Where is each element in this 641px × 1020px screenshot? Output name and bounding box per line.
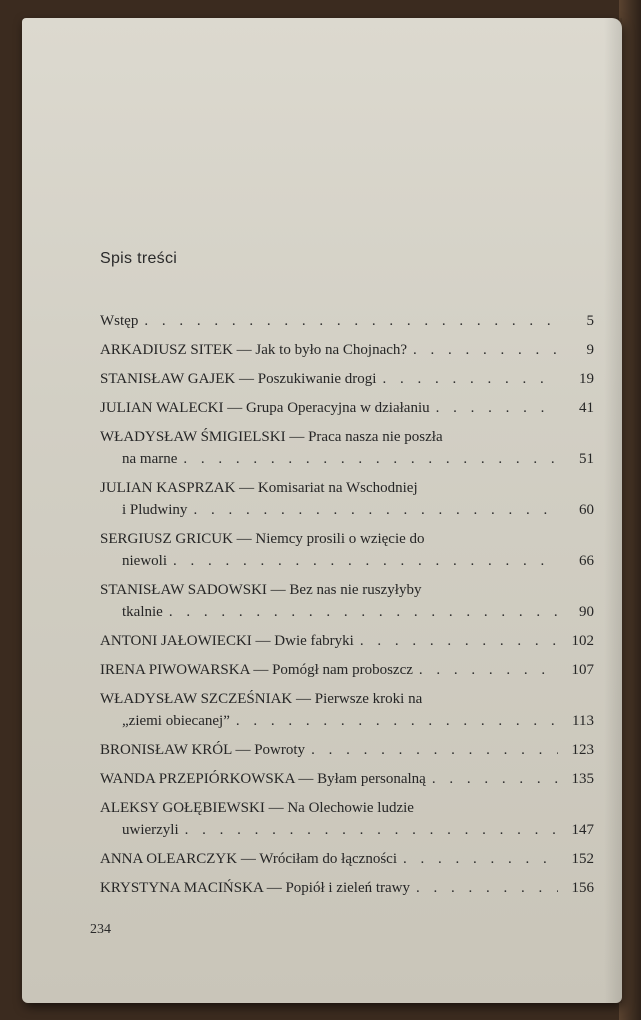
toc-entry-line [100, 819, 594, 841]
dot-leader [185, 819, 558, 841]
toc-entry-page: 60 [579, 502, 594, 518]
toc-entry-line [100, 339, 594, 361]
book-page [22, 18, 622, 1003]
table-of-contents [100, 310, 594, 906]
toc-entry-title: ANTONI JAŁOWIECKI — Dwie fabryki [100, 633, 354, 649]
toc-entry-line [100, 688, 594, 710]
toc-entry-line [100, 877, 594, 899]
dot-leader [193, 499, 558, 521]
toc-entry-title: Wstęp [100, 313, 139, 329]
toc-entry-line [100, 528, 594, 550]
toc-entry [100, 630, 594, 652]
toc-entry-title: KRYSTYNA MACIŃSKA — Popiół i zieleń trawy [100, 880, 411, 896]
toc-entry-line [100, 499, 594, 521]
toc-entry-title-continued: niewoli [122, 553, 167, 569]
toc-entry-title: ALEKSY GOŁĘBIEWSKI — Na Olechowie ludzie [100, 800, 414, 816]
toc-entry [100, 848, 594, 870]
toc-entry-title: IRENA PIWOWARSKA — Pomógł nam proboszcz [100, 662, 413, 678]
dot-leader [311, 739, 558, 761]
dot-leader [416, 877, 558, 899]
toc-entry-line [100, 797, 594, 819]
toc-entry-page: 113 [572, 713, 594, 729]
toc-entry-page: 41 [579, 400, 594, 416]
toc-entry-title: WANDA PRZEPIÓRKOWSKA — Byłam personalną [100, 771, 426, 787]
dot-leader [173, 550, 558, 572]
toc-entry-page: 147 [571, 822, 594, 838]
toc-entry-line [100, 768, 594, 790]
toc-entry [100, 528, 594, 572]
toc-entry-line [100, 739, 594, 761]
toc-entry [100, 339, 594, 361]
toc-entry [100, 877, 594, 899]
toc-entry [100, 397, 594, 419]
page-number: 234 [90, 922, 111, 937]
dot-leader [169, 601, 558, 623]
toc-entry-line [100, 601, 594, 623]
toc-entry [100, 426, 594, 470]
toc-entry-title: ANNA OLEARCZYK — Wróciłam do łączności [100, 851, 397, 867]
toc-entry-title-continued: tkalnie [122, 604, 163, 620]
toc-entry-title: SERGIUSZ GRICUK — Niemcy prosili o wzięcie do [100, 531, 425, 547]
toc-entry-line [100, 397, 594, 419]
desk-background [619, 0, 641, 1020]
toc-entry-title: WŁADYSŁAW ŚMIGIELSKI — Praca nasza nie poszła [100, 429, 443, 445]
toc-entry-line [100, 310, 594, 332]
toc-entry-line [100, 550, 594, 572]
toc-entry [100, 739, 594, 761]
toc-entry-line [100, 848, 594, 870]
toc-entry [100, 368, 594, 390]
toc-entry-title: STANISŁAW GAJEK — Poszukiwanie drogi [100, 371, 377, 387]
toc-entry-page: 90 [579, 604, 594, 620]
toc-entry-page: 9 [586, 342, 594, 358]
toc-entry-page: 135 [571, 771, 594, 787]
dot-leader [144, 310, 558, 332]
toc-entry-page: 156 [571, 880, 594, 896]
toc-entry-title: JULIAN KASPRZAK — Komisariat na Wschodniej [100, 480, 418, 496]
toc-entry [100, 579, 594, 623]
toc-entry [100, 659, 594, 681]
toc-entry-line [100, 710, 594, 732]
toc-entry-line [100, 426, 594, 448]
dot-leader [436, 397, 558, 419]
toc-entry-page: 19 [579, 371, 594, 387]
toc-entry-title: WŁADYSŁAW SZCZEŚNIAK — Pierwsze kroki na [100, 691, 423, 707]
toc-entry-title: ARKADIUSZ SITEK — Jak to było na Chojnach? [100, 342, 408, 358]
toc-entry-title-continued: i Pludwiny [122, 502, 188, 518]
dot-leader [403, 848, 558, 870]
toc-entry-title-continued: uwierzyli [122, 822, 179, 838]
toc-entry-page: 102 [571, 633, 594, 649]
toc-entry-page: 123 [571, 742, 594, 758]
toc-entry-title: STANISŁAW SADOWSKI — Bez nas nie ruszyłyby [100, 582, 422, 598]
toc-entry [100, 310, 594, 332]
toc-entry [100, 477, 594, 521]
toc-entry-line [100, 659, 594, 681]
dot-leader [360, 630, 558, 652]
toc-entry-page: 152 [571, 851, 594, 867]
toc-entry-line [100, 630, 594, 652]
toc-entry-page: 107 [571, 662, 594, 678]
toc-entry-page: 5 [586, 313, 594, 329]
toc-entry-line [100, 579, 594, 601]
toc-entry-line [100, 368, 594, 390]
toc-entry-page: 66 [579, 553, 594, 569]
toc-entry-title: JULIAN WALECKI — Grupa Operacyjna w działaniu [100, 400, 430, 416]
toc-entry-page: 51 [579, 451, 594, 467]
dot-leader [183, 448, 558, 470]
toc-entry-title: BRONISŁAW KRÓL — Powroty [100, 742, 306, 758]
toc-entry-title-continued: „ziemi obiecanej” [122, 713, 230, 729]
dot-leader [236, 710, 558, 732]
toc-title: Spis treści [100, 250, 178, 267]
dot-leader [413, 339, 558, 361]
toc-entry [100, 797, 594, 841]
toc-entry [100, 688, 594, 732]
dot-leader [382, 368, 558, 390]
toc-entry [100, 768, 594, 790]
toc-entry-line [100, 448, 594, 470]
toc-entry-title-continued: na marne [122, 451, 178, 467]
dot-leader [432, 768, 558, 790]
toc-entry-line [100, 477, 594, 499]
dot-leader [419, 659, 558, 681]
